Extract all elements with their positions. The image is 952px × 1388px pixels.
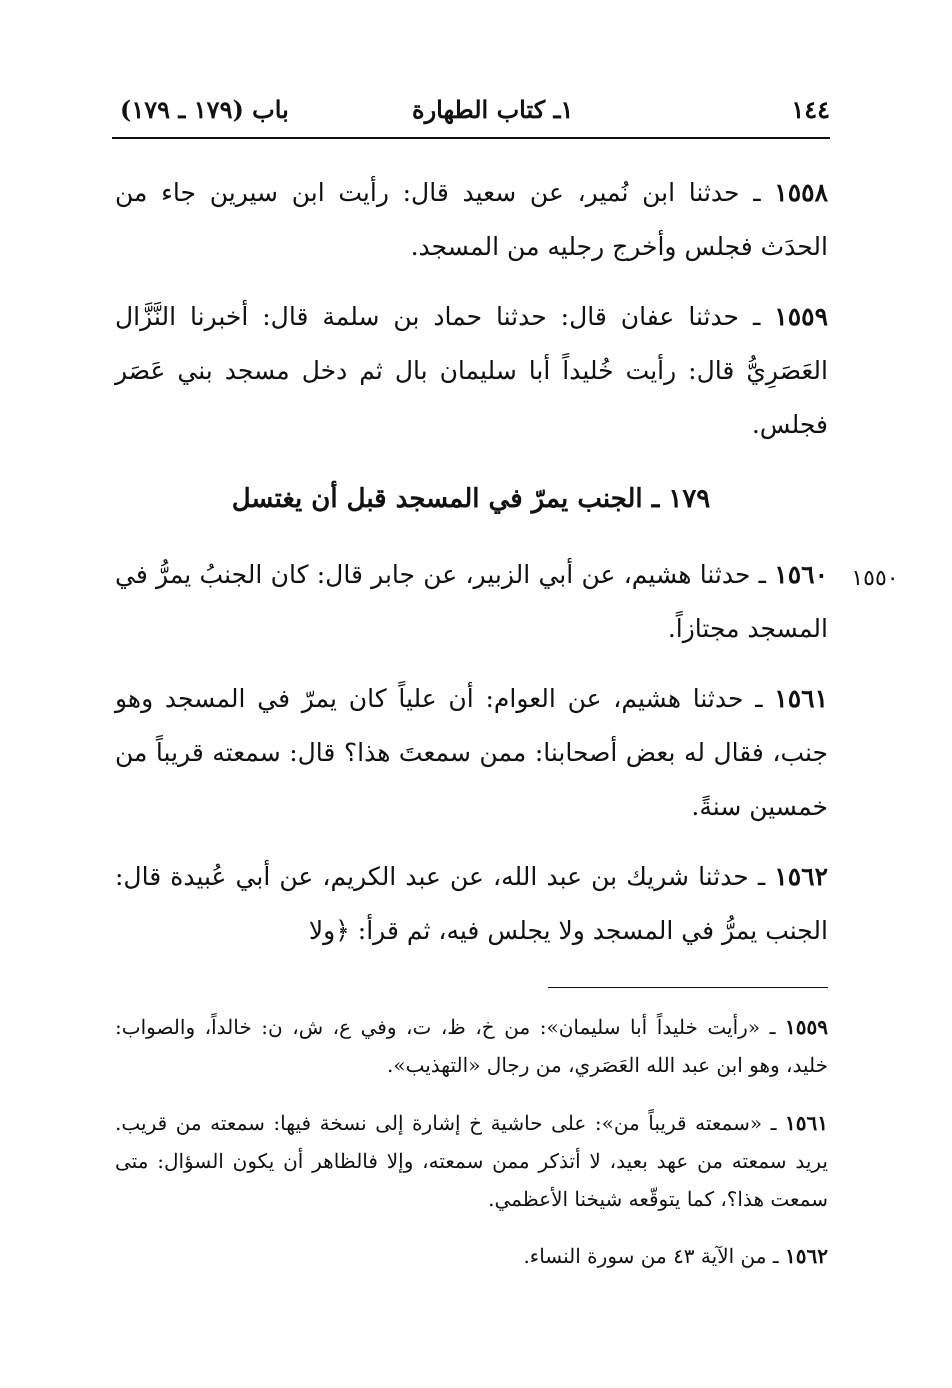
hadith-entry-1560 — [115, 548, 828, 656]
footnote-number: ١٥٦٢ — [785, 1244, 828, 1268]
entry-number: ١٥٦١ — [774, 684, 828, 713]
footnote-text: ـ من الآية ٤٣ من سورة النساء. — [523, 1244, 786, 1268]
hadith-entry-1562 — [115, 850, 828, 958]
footnote-1561 — [115, 1104, 828, 1218]
hadith-entry-1558 — [115, 166, 828, 274]
hadith-entry-1561 — [115, 672, 828, 834]
footnote-1559 — [115, 1008, 828, 1084]
entry-text: ـ حدثنا ابن نُمير، عن سعيد قال: رأيت ابن سيرين جاء من الحدَث فجلس وأخرج رجليه من المسجد. — [115, 178, 828, 261]
entry-text: ـ حدثنا شريك بن عبد الله، عن عبد الكريم، عن أبي عُبيدة قال: الجنب يمرُّ في المسجد ولا يجلس فيه، ثم قرأ: ﴿ولا — [115, 862, 828, 945]
hadith-entry-1559 — [115, 290, 828, 452]
footnote-text: ـ «سمعته قريباً من»: على حاشية خ إشارة إلى نسخة فيها: سمعته من قريب. يريد سمعته من عهد بعيد، لا أتذكر ممن سمعته، وإلا فالظاهر أن يكون السؤال: متى سمعت هذا؟، كما يتوقّعه شيخنا الأعظمي. — [115, 1111, 828, 1211]
entry-number: ١٥٦٢ — [774, 862, 828, 891]
chapter-range: باب (١٧٩ ـ ١٧٩) — [120, 95, 289, 124]
entry-text: ـ حدثنا عفان قال: حدثنا حماد بن سلمة قال: أخبرنا النَّزَّال العَصَرِيُّ قال: رأيت خُليداً أبا سليمان بال ثم دخل مسجد بني عَصَر فجلس. — [115, 302, 828, 439]
entry-number: ١٥٥٨ — [774, 178, 828, 207]
header-rule — [112, 137, 830, 139]
footnote-number: ١٥٥٩ — [785, 1015, 828, 1039]
page-number: ١٤٤ — [791, 95, 830, 124]
footnote-text: ـ «رأيت خليداً أبا سليمان»: من خ، ظ، ت، وفي ع، ش، ن: خالداً، والصواب: خليد، وهو ابن عبد الله العَصَري، من رجال «التهذيب». — [115, 1015, 828, 1077]
entry-number: ١٥٥٩ — [774, 302, 828, 331]
section-heading: ١٧٩ ـ الجنب يمرّ في المسجد قبل أن يغتسل — [231, 484, 711, 514]
margin-reference-number: ١٥٥٠ — [851, 566, 899, 591]
footnote-rule — [548, 987, 828, 988]
footnote-1562 — [115, 1237, 828, 1275]
book-title: ١ـ كتاب الطهارة — [412, 95, 574, 124]
entry-text: ـ حدثنا هشيم، عن أبي الزبير، عن جابر قال: كان الجنبُ يمرُّ في المسجد مجتازاً. — [115, 560, 828, 643]
entry-number: ١٥٦٠ — [774, 560, 828, 589]
entry-text: ـ حدثنا هشيم، عن العوام: أن علياً كان يمرّ في المسجد وهو جنب، فقال له بعض أصحابنا: ممن سمعتَ هذا؟ قال: سمعته قريباً من خمسين سنةً. — [115, 684, 828, 821]
footnote-number: ١٥٦١ — [785, 1111, 828, 1135]
running-header — [112, 92, 830, 128]
